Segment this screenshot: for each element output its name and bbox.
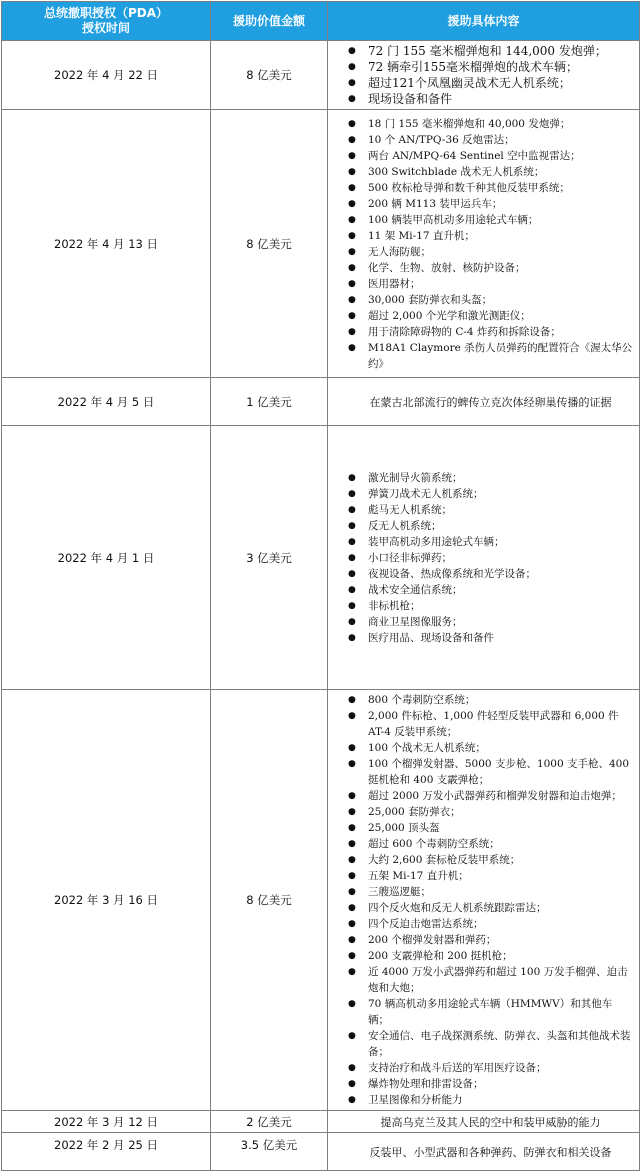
row-amount: 8 亿美元 bbox=[211, 110, 328, 378]
list-item: ● 800 个毒刺防空系统； bbox=[348, 692, 633, 708]
list-item: ● 2,000 件标枪、1,000 件轻型反装甲武器和 6,000 件 AT-4 反装甲系统； bbox=[348, 708, 633, 740]
list-item: ● 激光制导火箭系统； bbox=[348, 470, 633, 486]
list-item: ● 30,000 套防弹衣和头盔； bbox=[348, 292, 633, 308]
list-item: ● 卫星图像和分析能力 bbox=[348, 1092, 633, 1108]
list-item: ● 10 个 AN/TPQ-36 反炮雷达； bbox=[348, 132, 633, 148]
list-item: ● 两台 AN/MPQ-64 Sentinel 空中监视雷达； bbox=[348, 148, 633, 164]
list-item: ● 300 Switchblade 战术无人机系统； bbox=[348, 164, 633, 180]
list-item: ● 安全通信、电子战探测系统、防弹衣、头盔和其他战术装备； bbox=[348, 1028, 633, 1060]
list-item: ● 小口径非标弹药； bbox=[348, 550, 633, 566]
row-date: 2022 年 4 月 5 日 bbox=[2, 378, 211, 426]
table-header-row bbox=[2, 2, 640, 41]
list-item: ● 彪马无人机系统； bbox=[348, 502, 633, 518]
row-content bbox=[328, 41, 640, 110]
row-date: 2022 年 2 月 25 日 bbox=[2, 1133, 211, 1171]
list-item: ● 25,000 顶头盔 bbox=[348, 820, 633, 836]
list-item: ● 反无人机系统； bbox=[348, 518, 633, 534]
list-item: ● 72 辆牵引155毫米榴弹炮的战术车辆； bbox=[348, 59, 633, 75]
list-item: ● 医疗用品、现场设备和备件 bbox=[348, 630, 633, 646]
list-item: ● 大约 2,600 套标枪反装甲系统； bbox=[348, 852, 633, 868]
row-content bbox=[328, 110, 640, 378]
header-aid-content: 援助具体内容 bbox=[328, 2, 640, 41]
list-item: ● 用于清除障碍物的 C-4 炸药和拆除设备； bbox=[348, 324, 633, 340]
list-item: ● 超过 2000 万发小武器弹药和榴弹发射器和迫击炮弹； bbox=[348, 788, 633, 804]
list-item: ● 500 枚标枪导弹和数千种其他反装甲系统； bbox=[348, 180, 633, 196]
row-date: 2022 年 4 月 13 日 bbox=[2, 110, 211, 378]
table-row bbox=[2, 1133, 640, 1171]
list-item: ● 现场设备和备件 bbox=[348, 91, 633, 107]
row-date: 2022 年 3 月 12 日 bbox=[2, 1111, 211, 1133]
list-item: ● 超过 600 个毒刺防空系统； bbox=[348, 836, 633, 852]
header-aid-amount: 援助价值金额 bbox=[211, 2, 328, 41]
list-item: ● 超过 2,000 个光学和激光测距仪； bbox=[348, 308, 633, 324]
row-content: 在蒙古北部流行的蜱传立克次体经卵巢传播的证据 bbox=[328, 378, 640, 426]
list-item: ● 70 辆高机动多用途轮式车辆（HMMWV）和其他车辆； bbox=[348, 996, 633, 1028]
list-item: ● 18 门 155 毫米榴弹炮和 40,000 发炮弹； bbox=[348, 116, 633, 132]
list-item: ● 四个反火炮和反无人机系统跟踪雷达； bbox=[348, 900, 633, 916]
aid-list bbox=[348, 692, 633, 1108]
row-amount: 2 亿美元 bbox=[211, 1111, 328, 1133]
list-item: ● 100 辆装甲高机动多用途轮式车辆； bbox=[348, 212, 633, 228]
table-row bbox=[2, 690, 640, 1111]
list-item: ● 100 个榴弹发射器、5000 支步枪、1000 支手枪、400 挺机枪和 400 支霰弹枪； bbox=[348, 756, 633, 788]
row-amount: 8 亿美元 bbox=[211, 41, 328, 110]
list-item: ● 战术安全通信系统； bbox=[348, 582, 633, 598]
list-item: ● 爆炸物处理和排雷设备； bbox=[348, 1076, 633, 1092]
list-item: ● 夜视设备、热成像系统和光学设备； bbox=[348, 566, 633, 582]
list-item: ● 五架 Mi-17 直升机； bbox=[348, 868, 633, 884]
row-date: 2022 年 4 月 1 日 bbox=[2, 426, 211, 690]
list-item: ● 弹簧刀战术无人机系统； bbox=[348, 486, 633, 502]
list-item: ● 医用器材； bbox=[348, 276, 633, 292]
aid-list bbox=[348, 43, 633, 107]
row-content bbox=[328, 690, 640, 1111]
list-item: ● M18A1 Claymore 杀伤人员弹药的配置符合《渥太华公约》 bbox=[348, 340, 633, 372]
row-content: 反装甲、小型武器和各种弹药、防弹衣和相关设备 bbox=[328, 1133, 640, 1171]
header-authorization-date: 总统撤职授权（PDA） 授权时间 bbox=[2, 2, 211, 41]
row-amount: 8 亿美元 bbox=[211, 690, 328, 1111]
list-item: ● 200 个榴弹发射器和弹药； bbox=[348, 932, 633, 948]
list-item: ● 200 支霰弹枪和 200 挺机枪； bbox=[348, 948, 633, 964]
row-content: 提高乌克兰及其人民的空中和装甲威胁的能力 bbox=[328, 1111, 640, 1133]
list-item: ● 近 4000 万发小武器弹药和超过 100 万发手榴弹、迫击炮和大炮； bbox=[348, 964, 633, 996]
table-row bbox=[2, 110, 640, 378]
aid-table bbox=[1, 1, 640, 1171]
row-amount: 1 亿美元 bbox=[211, 378, 328, 426]
list-item: ● 11 架 Mi-17 直升机； bbox=[348, 228, 633, 244]
list-item: ● 100 个战术无人机系统； bbox=[348, 740, 633, 756]
list-item: ● 三艘巡逻艇； bbox=[348, 884, 633, 900]
row-amount: 3.5 亿美元 bbox=[211, 1133, 328, 1171]
row-content bbox=[328, 426, 640, 690]
list-item: ● 装甲高机动多用途轮式车辆； bbox=[348, 534, 633, 550]
list-item: ● 超过121个凤凰幽灵战术无人机系统； bbox=[348, 75, 633, 91]
row-amount: 3 亿美元 bbox=[211, 426, 328, 690]
row-date: 2022 年 4 月 22 日 bbox=[2, 41, 211, 110]
list-item: ● 化学、生物、放射、核防护设备； bbox=[348, 260, 633, 276]
aid-list bbox=[348, 470, 633, 646]
table-row bbox=[2, 378, 640, 426]
list-item: ● 支持治疗和战斗后送的军用医疗设备； bbox=[348, 1060, 633, 1076]
list-item: ● 72 门 155 毫米榴弹炮和 144,000 发炮弹； bbox=[348, 43, 633, 59]
list-item: ● 非标机枪； bbox=[348, 598, 633, 614]
list-item: ● 商业卫星图像服务； bbox=[348, 614, 633, 630]
list-item: ● 25,000 套防弹衣； bbox=[348, 804, 633, 820]
list-item: ● 无人海防舰； bbox=[348, 244, 633, 260]
aid-list bbox=[348, 116, 633, 372]
table-row bbox=[2, 426, 640, 690]
table-row bbox=[2, 41, 640, 110]
table-row bbox=[2, 1111, 640, 1133]
list-item: ● 200 辆 M113 装甲运兵车； bbox=[348, 196, 633, 212]
list-item: ● 四个反迫击炮雷达系统； bbox=[348, 916, 633, 932]
row-date: 2022 年 3 月 16 日 bbox=[2, 690, 211, 1111]
